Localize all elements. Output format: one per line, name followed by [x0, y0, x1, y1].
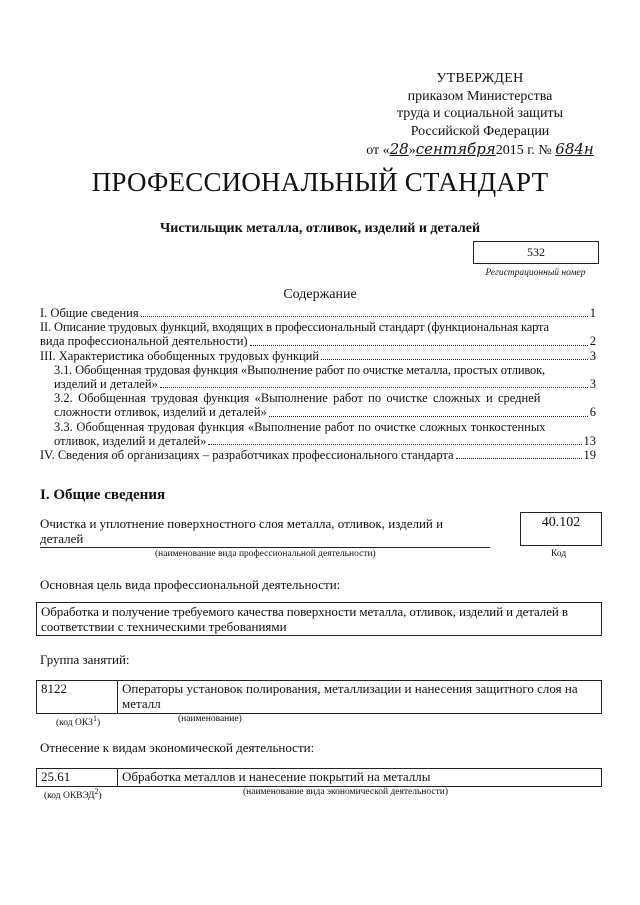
toc-leader-dots: [141, 316, 588, 317]
order-number: 684н: [555, 140, 594, 158]
approval-line-labor: труда и социальной защиты: [397, 106, 563, 121]
toc-item-3-3[interactable]: [40, 420, 596, 448]
approval-block: [360, 70, 600, 160]
date-day: 28: [389, 140, 409, 158]
approval-line-federation: Российской Федерации: [410, 123, 550, 139]
okved-name-cell: Обработка металлов и нанесение покрытий на металлы: [118, 769, 602, 787]
table-row: [37, 769, 602, 787]
toc-item-page: 19: [583, 448, 596, 463]
date-year: 2015 г. №: [495, 143, 552, 158]
toc-item-2[interactable]: [40, 320, 596, 348]
toc-leader-dots: [269, 416, 588, 417]
activity-code-caption: Код: [551, 549, 567, 559]
toc-item-4[interactable]: [40, 448, 596, 462]
toc-item-text-line1: 3.1. Обобщенная трудовая функция «Выполнение работ по очистке металла, простых отливок,: [54, 362, 546, 377]
activity-code-value: 40.102: [541, 515, 581, 530]
activity-code-box: [520, 512, 602, 546]
toc-item-text: изделий и деталей»: [54, 377, 158, 392]
toc-leader-dots: [456, 458, 582, 459]
toc-item-page: 3: [589, 377, 596, 392]
goal-text-line1: Обработка и получение требуемого качества поверхности металла, отливок, изделий и деталей в: [41, 604, 568, 619]
activity-underline: [40, 547, 490, 548]
toc-leader-dots: [208, 444, 581, 445]
toc-leader-dots: [160, 387, 588, 388]
toc-item-text: вида профессиональной деятельности): [40, 334, 248, 349]
toc-item-3-2[interactable]: [40, 391, 596, 419]
okved-caption: (код ОКВЭД$^2$): [44, 787, 102, 802]
occupation-group-table: [36, 680, 602, 714]
goal-label: Основная цель вида профессиональной деятельности:: [40, 577, 341, 592]
toc-item-text: I. Общие сведения: [40, 306, 139, 320]
toc-item-text-line1: 3.2. Обобщенная трудовая функция «Выполнение работ по очистке сложных и средней: [54, 391, 541, 406]
toc-item-page: 13: [583, 433, 596, 448]
activity-name-line1: Очистка и уплотнение поверхностного слоя металла, отливок, изделий и: [40, 516, 444, 531]
activity-name-line2: деталей: [40, 531, 84, 546]
document-title: ПРОФЕССИОНАЛЬНЫЙ СТАНДАРТ: [91, 167, 549, 197]
occupation-name-cell: [118, 681, 602, 714]
toc-item-text: отливок, изделий и деталей»: [54, 433, 207, 448]
toc-item-text-line1: II. Описание трудовых функций, входящих в профессиональный стандарт (функциональная карта: [40, 320, 549, 335]
occupation-code-cell: 8122: [37, 681, 118, 714]
econ-activity-table: [36, 768, 602, 787]
goal-box: [36, 602, 602, 636]
section-heading: I. Общие сведения: [40, 487, 166, 503]
toc-item-page: 3: [589, 348, 596, 363]
occupation-name-line1: Операторы установок полирования, металлизации и нанесения защитного слоя на: [122, 681, 578, 696]
toc-item-1[interactable]: [40, 306, 596, 320]
toc-item-text: сложности отливок, изделий и деталей»: [54, 405, 267, 420]
registration-number-label: Регистрационный номер: [485, 268, 586, 278]
registration-number-box: 532: [473, 241, 599, 264]
occupation-name-caption: (наименование): [178, 714, 242, 724]
activity-caption: (наименование вида профессиональной деятельности): [155, 549, 376, 559]
okz-caption: (код ОКЗ$^1$): [56, 714, 101, 729]
econ-activity-label: Отнесение к видам экономической деятельности:: [40, 740, 315, 755]
toc-item-page: 2: [589, 334, 596, 349]
toc-item-page: 6: [589, 405, 596, 420]
document-subtitle: Чистильщик металла, отливок, изделий и деталей: [159, 221, 481, 236]
goal-text-line2: соответствии с техническими требованиями: [41, 619, 287, 634]
table-row: [37, 681, 602, 714]
econ-name-caption: (наименование вида экономической деятельности): [243, 787, 448, 797]
approval-heading: УТВЕРЖДЕН: [436, 71, 524, 86]
toc-leader-dots: [250, 345, 588, 346]
toc-leader-dots: [321, 359, 588, 360]
approval-line-ministry: приказом Министерства: [407, 88, 553, 104]
toc-item-page: 1: [589, 306, 596, 320]
occupation-group-label: Группа занятий:: [40, 652, 130, 667]
toc-item-text: III. Характеристика обобщенных трудовых функций: [40, 348, 320, 363]
toc-title: Содержание: [283, 287, 357, 302]
toc-item-text: IV. Сведения об организациях – разработчиках профессионального стандарта: [40, 448, 454, 463]
approval-date-line: [360, 140, 600, 160]
okved-code-cell: 25.61: [37, 769, 118, 787]
date-month: сентября: [415, 140, 496, 158]
toc-item-3[interactable]: [40, 349, 596, 363]
occupation-name-line2: металл: [122, 695, 161, 711]
table-of-contents: [40, 306, 596, 462]
toc-item-text-line1: 3.3. Обобщенная трудовая функция «Выполнение работ по очистке сложных тонкостенных: [54, 419, 546, 434]
toc-item-3-1[interactable]: [40, 363, 596, 391]
date-prefix: от «: [366, 143, 390, 158]
date-mid: »: [408, 143, 416, 158]
